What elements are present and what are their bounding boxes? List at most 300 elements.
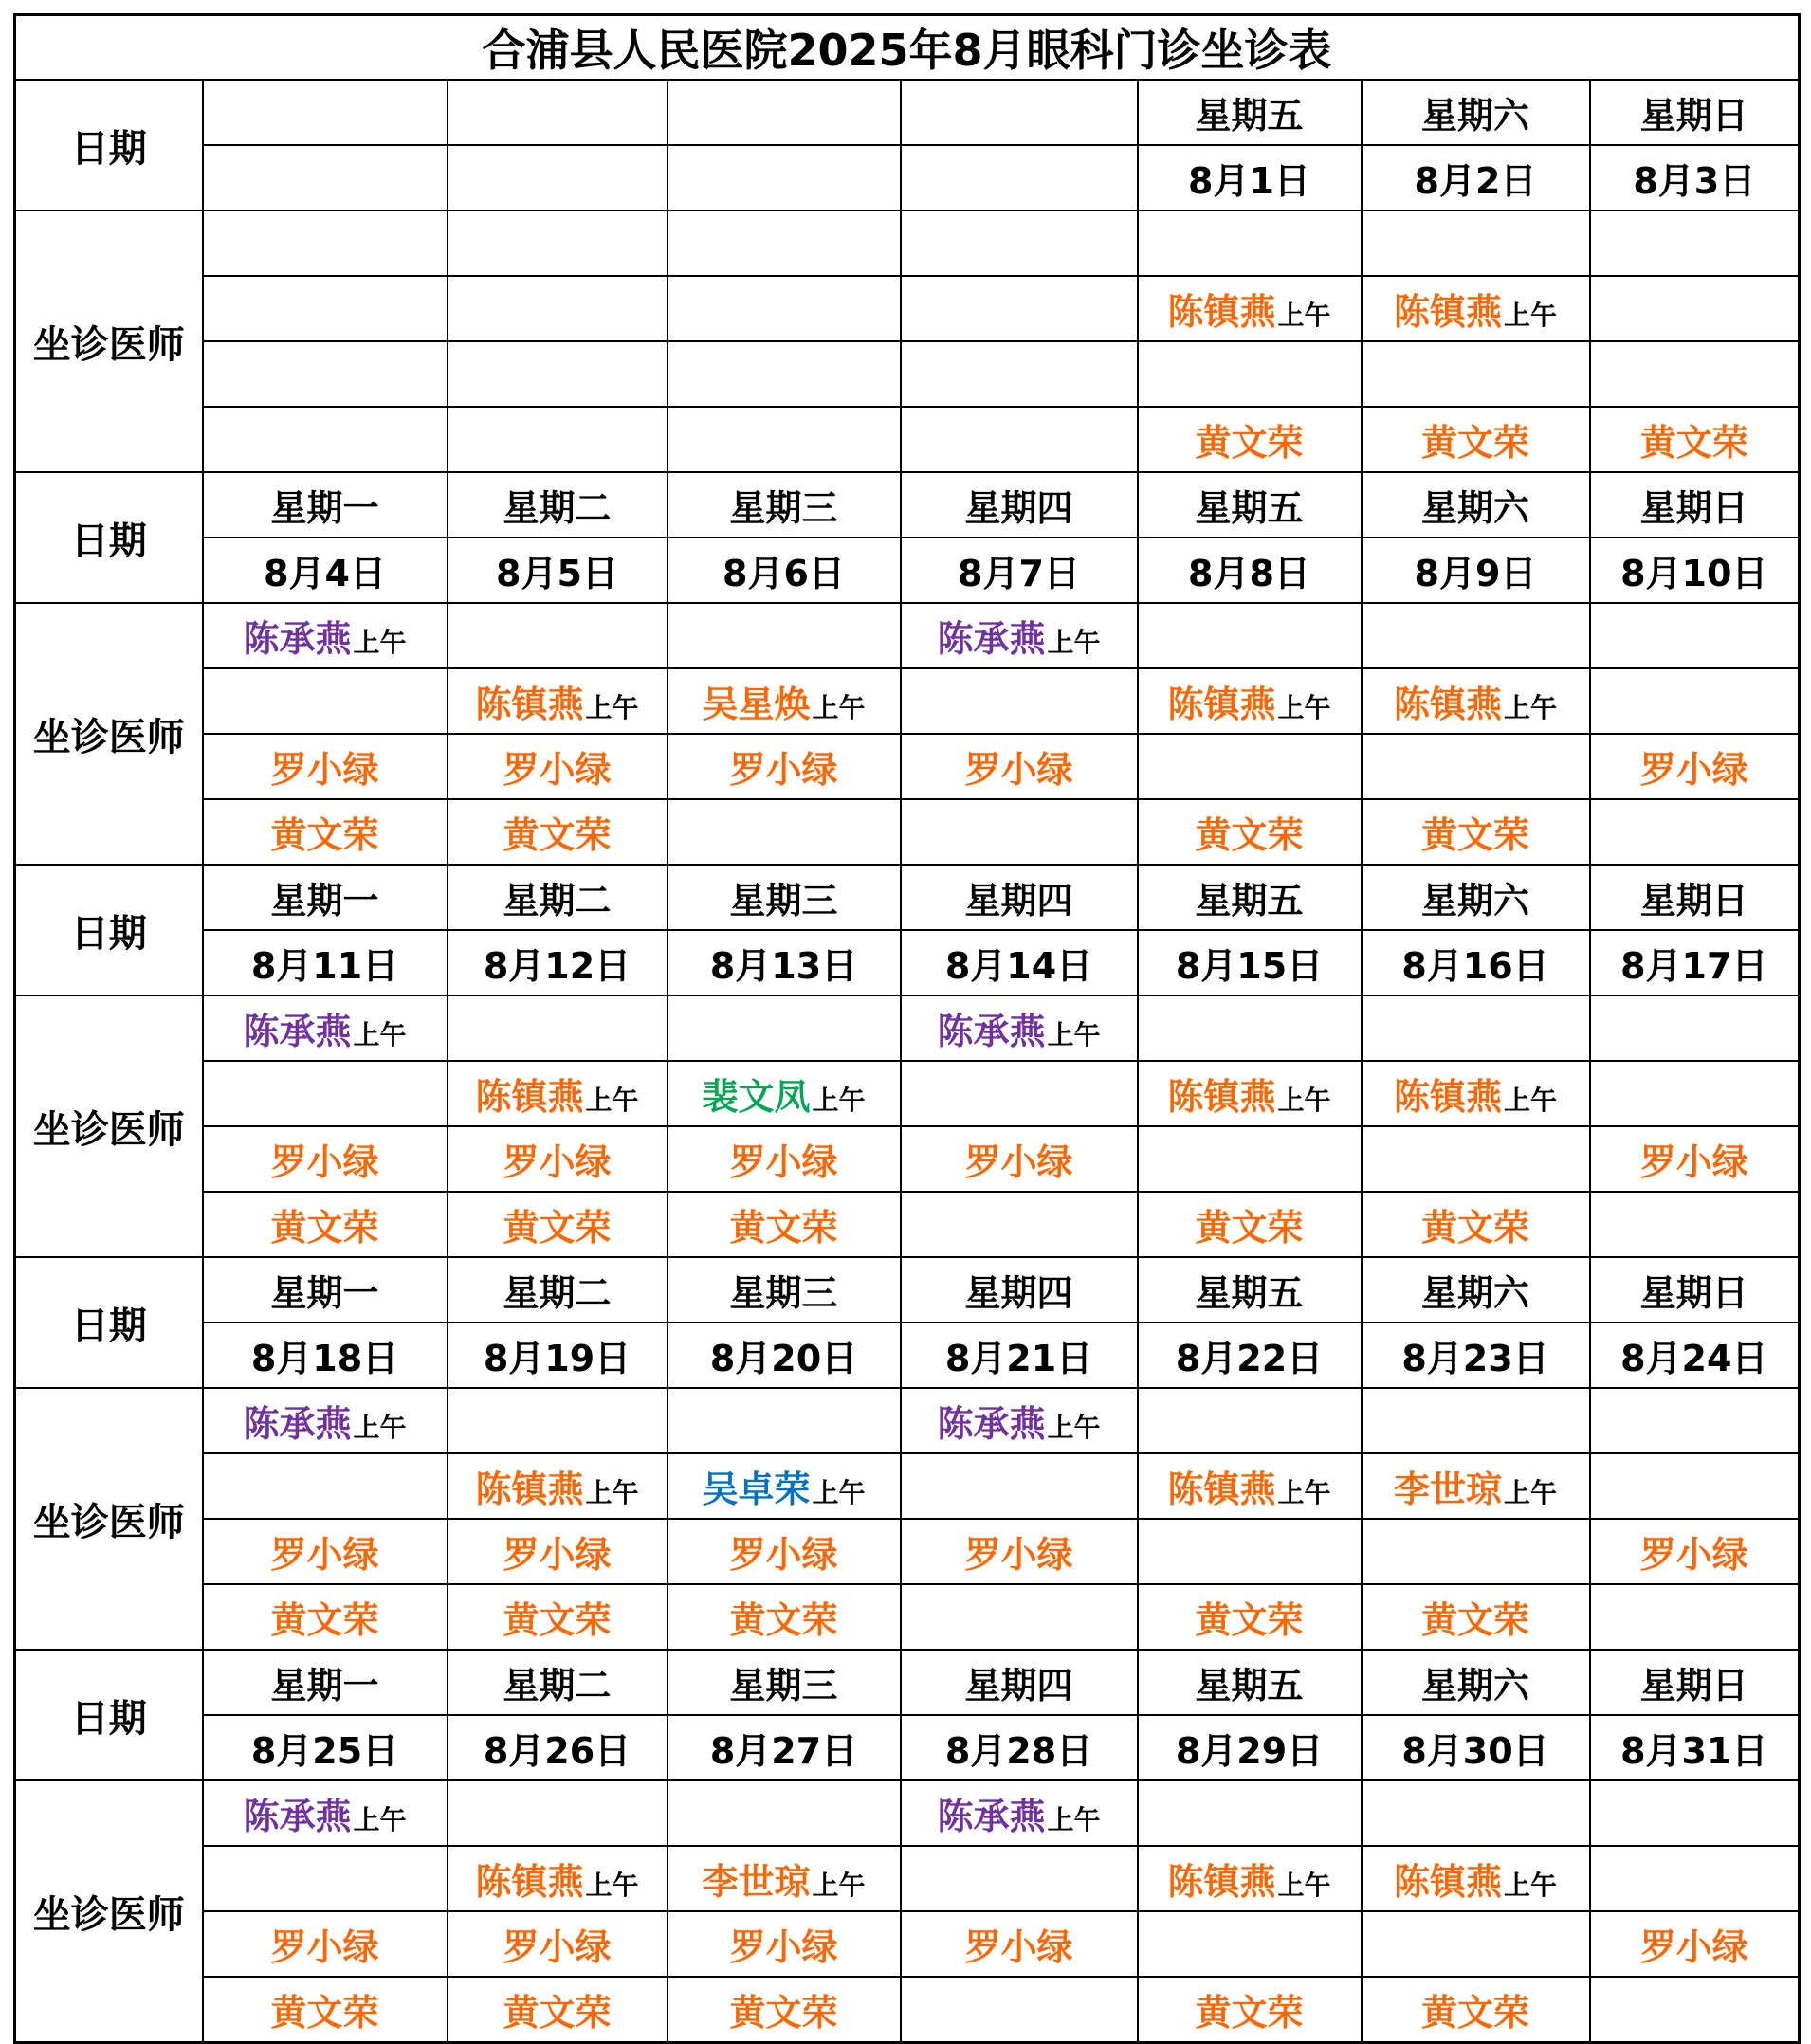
doctor-cell [1138, 1977, 1362, 2043]
weekday-cell: 星期二 [448, 472, 668, 538]
doctor-cell [901, 1584, 1138, 1650]
date-cell: 8月7日 [901, 538, 1138, 603]
doctor-row [15, 341, 1800, 407]
doctor-cell [668, 1846, 901, 1911]
doctor-row [15, 1192, 1800, 1257]
weekday-cell: 星期六 [1362, 1650, 1590, 1715]
date-cell: 8月12日 [448, 930, 668, 995]
doctor-cell [1138, 1061, 1362, 1126]
session-label: 上午 [585, 1085, 639, 1116]
doctor-cell [901, 668, 1138, 734]
doctor-cell [1590, 1911, 1800, 1977]
doctor-cell [1362, 1061, 1590, 1126]
doctor-cell [448, 1126, 668, 1192]
doctor-name: 罗小绿 [270, 749, 379, 791]
doctor-cell [448, 1192, 668, 1257]
date-cell: 8月5日 [448, 538, 668, 603]
doctor-cell [901, 1388, 1138, 1453]
date-cell: 8月17日 [1590, 930, 1800, 995]
weekday-cell: 星期日 [1590, 80, 1800, 145]
doctor-name: 罗小绿 [729, 1141, 838, 1183]
doctor-label: 坐诊医师 [15, 1780, 203, 2043]
doctor-name: 罗小绿 [964, 1141, 1073, 1183]
doctor-cell [1590, 1192, 1800, 1257]
date-cell: 8月16日 [1362, 930, 1590, 995]
doctor-name: 陈镇燕 [1167, 684, 1276, 725]
doctor-name: 陈承燕 [243, 1011, 352, 1052]
doctor-name: 黄文荣 [1420, 1992, 1529, 2034]
doctor-name: 黄文荣 [1420, 422, 1529, 464]
doctor-name: 黄文荣 [729, 1207, 838, 1249]
doctor-cell [901, 1061, 1138, 1126]
doctor-cell [668, 1780, 901, 1846]
doctor-cell [203, 995, 448, 1061]
doctor-cell [203, 1126, 448, 1192]
doctor-cell [1362, 1846, 1590, 1911]
doctor-cell [448, 995, 668, 1061]
doctor-cell [203, 799, 448, 865]
doctor-label: 坐诊医师 [15, 210, 203, 472]
doctor-name: 黄文荣 [1195, 422, 1304, 464]
doctor-cell [668, 1519, 901, 1584]
date-cell: 8月11日 [203, 930, 448, 995]
doctor-cell [448, 1780, 668, 1846]
doctor-name: 黄文荣 [270, 1992, 379, 2034]
weekday-cell: 星期五 [1138, 865, 1362, 930]
doctor-cell [1138, 799, 1362, 865]
weekday-cell: 星期四 [901, 865, 1138, 930]
doctor-cell [448, 799, 668, 865]
doctor-cell [203, 1192, 448, 1257]
date-row [15, 145, 1800, 210]
doctor-row [15, 1584, 1800, 1650]
doctor-cell [668, 734, 901, 799]
doctor-name: 陈承燕 [937, 1403, 1046, 1445]
doctor-row [15, 668, 1800, 734]
title-row [15, 15, 1800, 81]
doctor-cell [1590, 799, 1800, 865]
weekday-cell: 星期五 [1138, 472, 1362, 538]
weekday-cell: 星期二 [448, 1650, 668, 1715]
doctor-name: 罗小绿 [270, 1534, 379, 1576]
doctor-name: 黄文荣 [1420, 814, 1529, 856]
doctor-name: 黄文荣 [503, 1207, 612, 1249]
doctor-name: 黄文荣 [1195, 1599, 1304, 1641]
doctor-cell [448, 1584, 668, 1650]
doctor-cell [901, 407, 1138, 472]
doctor-name: 黄文荣 [503, 1992, 612, 2034]
doctor-cell [1138, 1453, 1362, 1519]
doctor-cell [448, 1977, 668, 2043]
doctor-name: 罗小绿 [270, 1141, 379, 1183]
doctor-cell [1362, 734, 1590, 799]
doctor-cell [1590, 1780, 1800, 1846]
weekday-row [15, 1257, 1800, 1323]
doctor-cell [203, 734, 448, 799]
doctor-cell [668, 341, 901, 407]
weekday-cell [448, 80, 668, 145]
doctor-cell [1590, 210, 1800, 276]
doctor-cell [901, 341, 1138, 407]
doctor-cell [668, 1453, 901, 1519]
weekday-cell: 星期五 [1138, 1257, 1362, 1323]
doctor-cell [448, 603, 668, 668]
doctor-row [15, 1519, 1800, 1584]
doctor-cell [1362, 603, 1590, 668]
doctor-cell [901, 1192, 1138, 1257]
doctor-cell [1362, 1780, 1590, 1846]
doctor-cell [1362, 1453, 1590, 1519]
doctor-cell [1362, 1519, 1590, 1584]
doctor-cell [448, 1061, 668, 1126]
doctor-cell [901, 603, 1138, 668]
date-cell [668, 145, 901, 210]
weekday-row [15, 472, 1800, 538]
doctor-name: 罗小绿 [729, 749, 838, 791]
doctor-cell [203, 1977, 448, 2043]
doctor-cell [203, 1846, 448, 1911]
doctor-cell [1138, 1388, 1362, 1453]
doctor-cell [203, 1453, 448, 1519]
doctor-cell [1138, 603, 1362, 668]
doctor-name: 黄文荣 [1195, 1207, 1304, 1249]
weekday-cell: 星期三 [668, 472, 901, 538]
doctor-cell [203, 210, 448, 276]
doctor-cell [203, 1911, 448, 1977]
weekday-cell: 星期六 [1362, 865, 1590, 930]
doctor-name: 罗小绿 [503, 1534, 612, 1576]
weekday-cell: 星期六 [1362, 472, 1590, 538]
date-cell: 8月3日 [1590, 145, 1800, 210]
date-cell: 8月24日 [1590, 1323, 1800, 1388]
doctor-cell [448, 1453, 668, 1519]
doctor-row [15, 799, 1800, 865]
doctor-name: 吴星焕 [702, 684, 811, 725]
doctor-name: 黄文荣 [503, 1599, 612, 1641]
weekday-cell: 星期五 [1138, 80, 1362, 145]
session-label: 上午 [812, 1477, 866, 1508]
weekday-row [15, 865, 1800, 930]
doctor-cell [1362, 668, 1590, 734]
doctor-row [15, 1388, 1800, 1453]
date-cell: 8月15日 [1138, 930, 1362, 995]
doctor-cell [1138, 1584, 1362, 1650]
doctor-cell [1362, 1977, 1590, 2043]
session-label: 上午 [353, 627, 407, 658]
doctor-cell [1362, 276, 1590, 341]
doctor-name: 罗小绿 [1639, 1926, 1748, 1968]
doctor-cell [1590, 407, 1800, 472]
doctor-name: 陈镇燕 [1167, 1469, 1276, 1510]
doctor-name: 陈镇燕 [1167, 1076, 1276, 1118]
doctor-name: 罗小绿 [270, 1926, 379, 1968]
doctor-name: 黄文荣 [1195, 1992, 1304, 2034]
session-label: 上午 [1047, 1019, 1101, 1050]
doctor-cell [1362, 1192, 1590, 1257]
doctor-cell [448, 1388, 668, 1453]
doctor-cell [1138, 1192, 1362, 1257]
weekday-cell: 星期一 [203, 472, 448, 538]
date-cell: 8月10日 [1590, 538, 1800, 603]
weekday-cell: 星期一 [203, 1650, 448, 1715]
doctor-cell [901, 734, 1138, 799]
weekday-cell: 星期四 [901, 1257, 1138, 1323]
date-cell [203, 145, 448, 210]
doctor-cell [1138, 668, 1362, 734]
doctor-name: 罗小绿 [503, 749, 612, 791]
doctor-cell [448, 734, 668, 799]
session-label: 上午 [1277, 1870, 1331, 1901]
doctor-name: 黄文荣 [270, 814, 379, 856]
doctor-name: 陈镇燕 [475, 1076, 584, 1118]
session-label: 上午 [812, 692, 866, 723]
doctor-label: 坐诊医师 [15, 603, 203, 865]
doctor-name: 陈承燕 [243, 1796, 352, 1837]
doctor-cell [203, 276, 448, 341]
doctor-cell [1590, 341, 1800, 407]
doctor-name: 罗小绿 [729, 1534, 838, 1576]
page-title: 合浦县人民医院2025年8月眼科门诊坐诊表 [15, 15, 1800, 81]
doctor-cell [1362, 799, 1590, 865]
doctor-name: 黄文荣 [729, 1992, 838, 2034]
doctor-cell [203, 603, 448, 668]
doctor-cell [448, 407, 668, 472]
doctor-name: 黄文荣 [270, 1599, 379, 1641]
doctor-cell [901, 1453, 1138, 1519]
doctor-name: 黄文荣 [503, 814, 612, 856]
doctor-row [15, 1977, 1800, 2043]
session-label: 上午 [1504, 1085, 1558, 1116]
doctor-name: 吴卓荣 [702, 1469, 811, 1510]
doctor-cell [668, 1126, 901, 1192]
doctor-name: 李世琼 [702, 1861, 811, 1903]
doctor-row [15, 603, 1800, 668]
doctor-row [15, 1061, 1800, 1126]
doctor-cell [668, 603, 901, 668]
doctor-cell [1590, 1584, 1800, 1650]
doctor-cell [901, 1780, 1138, 1846]
doctor-cell [1138, 1911, 1362, 1977]
weekday-cell: 星期四 [901, 472, 1138, 538]
doctor-name: 陈镇燕 [475, 1861, 584, 1903]
date-cell: 8月30日 [1362, 1715, 1590, 1780]
doctor-row [15, 1126, 1800, 1192]
date-cell: 8月22日 [1138, 1323, 1362, 1388]
weekday-cell [668, 80, 901, 145]
doctor-name: 黄文荣 [1420, 1599, 1529, 1641]
doctor-row [15, 1453, 1800, 1519]
weekday-cell: 星期四 [901, 1650, 1138, 1715]
doctor-name: 陈镇燕 [475, 684, 584, 725]
doctor-cell [1362, 1584, 1590, 1650]
doctor-name: 李世琼 [1393, 1469, 1502, 1510]
weekday-cell: 星期五 [1138, 1650, 1362, 1715]
weekday-cell: 星期三 [668, 1257, 901, 1323]
doctor-cell [668, 1388, 901, 1453]
doctor-cell [1590, 1519, 1800, 1584]
doctor-cell [1590, 603, 1800, 668]
doctor-name: 罗小绿 [964, 1926, 1073, 1968]
doctor-cell [1138, 1780, 1362, 1846]
session-label: 上午 [1047, 627, 1101, 658]
weekday-row [15, 1650, 1800, 1715]
doctor-cell [203, 1519, 448, 1584]
doctor-cell [668, 799, 901, 865]
doctor-name: 陈镇燕 [1393, 1861, 1502, 1903]
doctor-cell [901, 210, 1138, 276]
doctor-name: 罗小绿 [964, 1534, 1073, 1576]
doctor-cell [203, 407, 448, 472]
doctor-name: 陈镇燕 [1393, 684, 1502, 725]
doctor-cell [1362, 210, 1590, 276]
doctor-cell [1138, 995, 1362, 1061]
session-label: 上午 [812, 1870, 866, 1901]
doctor-cell [1138, 734, 1362, 799]
doctor-cell [668, 995, 901, 1061]
doctor-name: 罗小绿 [1639, 1141, 1748, 1183]
doctor-cell [901, 1911, 1138, 1977]
doctor-cell [1138, 1846, 1362, 1911]
date-cell: 8月14日 [901, 930, 1138, 995]
weekday-cell: 星期日 [1590, 1257, 1800, 1323]
session-label: 上午 [1504, 692, 1558, 723]
doctor-name: 黄文荣 [1420, 1207, 1529, 1249]
date-label: 日期 [15, 1650, 203, 1780]
doctor-cell [1138, 276, 1362, 341]
doctor-name: 黄文荣 [1639, 422, 1748, 464]
doctor-cell [668, 276, 901, 341]
date-cell: 8月13日 [668, 930, 901, 995]
doctor-row [15, 276, 1800, 341]
doctor-cell [668, 210, 901, 276]
date-cell: 8月9日 [1362, 538, 1590, 603]
doctor-cell [668, 1977, 901, 2043]
doctor-cell [1138, 341, 1362, 407]
doctor-cell [668, 1911, 901, 1977]
doctor-name: 陈镇燕 [1167, 291, 1276, 333]
date-cell: 8月8日 [1138, 538, 1362, 603]
doctor-name: 罗小绿 [729, 1926, 838, 1968]
doctor-cell [1590, 1061, 1800, 1126]
doctor-cell [1590, 1388, 1800, 1453]
doctor-name: 陈镇燕 [1393, 291, 1502, 333]
doctor-name: 陈承燕 [243, 1403, 352, 1445]
doctor-cell [203, 1388, 448, 1453]
weekday-cell [901, 80, 1138, 145]
doctor-cell [448, 668, 668, 734]
date-label: 日期 [15, 472, 203, 603]
doctor-row [15, 407, 1800, 472]
session-label: 上午 [1504, 1870, 1558, 1901]
doctor-row [15, 1846, 1800, 1911]
session-label: 上午 [1504, 300, 1558, 331]
doctor-name: 罗小绿 [1639, 749, 1748, 791]
doctor-name: 陈承燕 [243, 618, 352, 660]
session-label: 上午 [1277, 692, 1331, 723]
date-cell: 8月21日 [901, 1323, 1138, 1388]
weekday-cell: 星期一 [203, 865, 448, 930]
date-cell: 8月2日 [1362, 145, 1590, 210]
session-label: 上午 [353, 1019, 407, 1050]
doctor-cell [668, 1061, 901, 1126]
date-cell: 8月27日 [668, 1715, 901, 1780]
session-label: 上午 [585, 1477, 639, 1508]
date-cell: 8月4日 [203, 538, 448, 603]
session-label: 上午 [1277, 300, 1331, 331]
session-label: 上午 [353, 1412, 407, 1443]
session-label: 上午 [585, 692, 639, 723]
doctor-cell [1590, 1846, 1800, 1911]
date-cell: 8月6日 [668, 538, 901, 603]
doctor-cell [1362, 341, 1590, 407]
doctor-cell [448, 276, 668, 341]
doctor-row [15, 1780, 1800, 1846]
doctor-cell [901, 1846, 1138, 1911]
doctor-name: 陈承燕 [937, 618, 1046, 660]
doctor-name: 罗小绿 [503, 1141, 612, 1183]
session-label: 上午 [1277, 1477, 1331, 1508]
weekday-cell: 星期二 [448, 1257, 668, 1323]
date-cell [448, 145, 668, 210]
doctor-cell [668, 407, 901, 472]
date-cell: 8月23日 [1362, 1323, 1590, 1388]
doctor-label: 坐诊医师 [15, 995, 203, 1257]
date-row [15, 1323, 1800, 1388]
date-label: 日期 [15, 865, 203, 995]
doctor-cell [668, 1584, 901, 1650]
doctor-cell [901, 1977, 1138, 2043]
doctor-cell [1362, 407, 1590, 472]
doctor-cell [1138, 407, 1362, 472]
session-label: 上午 [812, 1085, 866, 1116]
session-label: 上午 [1047, 1804, 1101, 1835]
doctor-name: 黄文荣 [1195, 814, 1304, 856]
weekday-cell: 星期二 [448, 865, 668, 930]
weekday-row [15, 80, 1800, 145]
doctor-row [15, 995, 1800, 1061]
weekday-cell: 星期三 [668, 865, 901, 930]
weekday-cell: 星期三 [668, 1650, 901, 1715]
weekday-cell: 星期日 [1590, 472, 1800, 538]
date-cell: 8月31日 [1590, 1715, 1800, 1780]
doctor-name: 陈承燕 [937, 1796, 1046, 1837]
date-cell [901, 145, 1138, 210]
doctor-cell [1590, 995, 1800, 1061]
doctor-cell [203, 1584, 448, 1650]
doctor-cell [1590, 1453, 1800, 1519]
doctor-cell [448, 1846, 668, 1911]
doctor-name: 陈镇燕 [1393, 1076, 1502, 1118]
weekday-cell: 星期六 [1362, 1257, 1590, 1323]
date-row [15, 1715, 1800, 1780]
doctor-cell [1362, 995, 1590, 1061]
doctor-cell [448, 1519, 668, 1584]
doctor-cell [448, 210, 668, 276]
doctor-cell [1590, 734, 1800, 799]
doctor-cell [203, 1061, 448, 1126]
doctor-name: 罗小绿 [503, 1926, 612, 1968]
date-label: 日期 [15, 80, 203, 210]
session-label: 上午 [585, 1870, 639, 1901]
doctor-name: 陈镇燕 [475, 1469, 584, 1510]
doctor-cell [1362, 1126, 1590, 1192]
session-label: 上午 [1277, 1085, 1331, 1116]
doctor-cell [1138, 1126, 1362, 1192]
doctor-cell [1362, 1911, 1590, 1977]
doctor-name: 罗小绿 [964, 749, 1073, 791]
doctor-cell [668, 1192, 901, 1257]
doctor-cell [203, 1780, 448, 1846]
